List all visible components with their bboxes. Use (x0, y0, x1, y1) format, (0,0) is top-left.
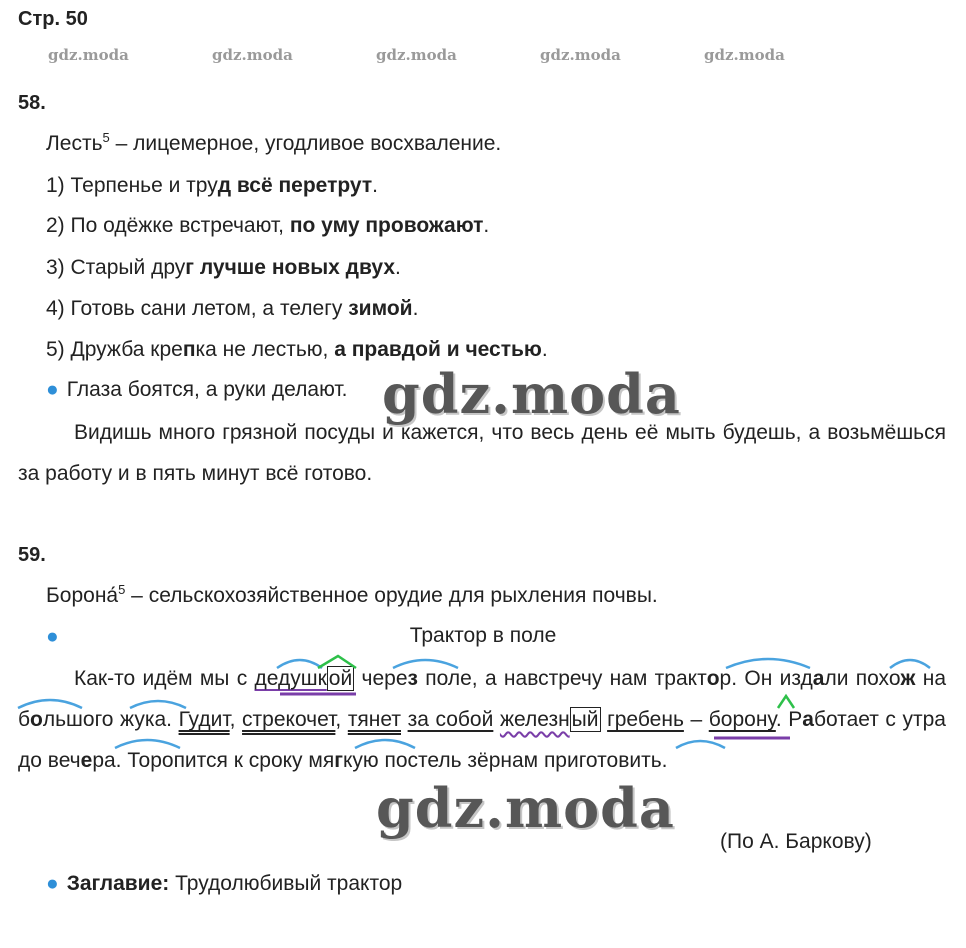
proverb-2: 2) По одёжке встречают, по уму провожают. (46, 214, 490, 237)
page-number: Стр. 50 (18, 8, 88, 30)
heading-line: ● Заглавие: Трудолюбивый трактор (46, 872, 403, 895)
story-text: Как-то идём мы с дедушкой через поле, а навстречу нам трактор. Он издали похож на большого жука. Гудит, стрекочет, тянет за собой железный гребень – борону. Работает с утра до вечера. Торопится к сроку мягкую постель зёрнам приготовить. (18, 667, 946, 772)
watermark: gdz.moda (704, 46, 785, 64)
big-watermark: gdz.moda (382, 362, 681, 426)
story-credit: (По А. Баркову) (720, 830, 872, 853)
watermark: gdz.moda (376, 46, 457, 64)
bullet-icon: ● (46, 378, 59, 401)
explanation-58: Видишь много грязной посуды и кажется, что весь день её мыть будешь, а возьмёшься за работу и в пять минут всё готово. (18, 421, 946, 485)
exercise-59-number: 59. (18, 544, 46, 566)
watermark: gdz.moda (212, 46, 293, 64)
proverb-5: 5) Дружба крепка не лестью, а правдой и честью. (46, 338, 548, 361)
bullet-icon: ● (46, 872, 59, 895)
watermark: gdz.moda (540, 46, 621, 64)
big-watermark: gdz.moda (376, 776, 675, 840)
bullet-line-58: ● Глаза боятся, а руки делают. (46, 378, 348, 401)
proverb-3: 3) Старый друг лучше новых двух. (46, 256, 401, 279)
definition-59: Борона́$^5$ – сельскохозяйственное орудие для рыхления почвы. (46, 582, 658, 607)
proverb-4: 4) Готовь сани летом, а телегу зимой. (46, 297, 419, 320)
proverb-1: 1) Терпенье и труд всё перетрут. (46, 174, 378, 197)
story-title: Трактор в поле (409, 624, 557, 647)
definition-58: Лесть$^5$ – лицемерное, угодливое восхваление. (46, 130, 502, 155)
exercise-58-number: 58. (18, 92, 46, 114)
bullet-icon: ● (46, 625, 59, 648)
watermark: gdz.moda (48, 46, 129, 64)
